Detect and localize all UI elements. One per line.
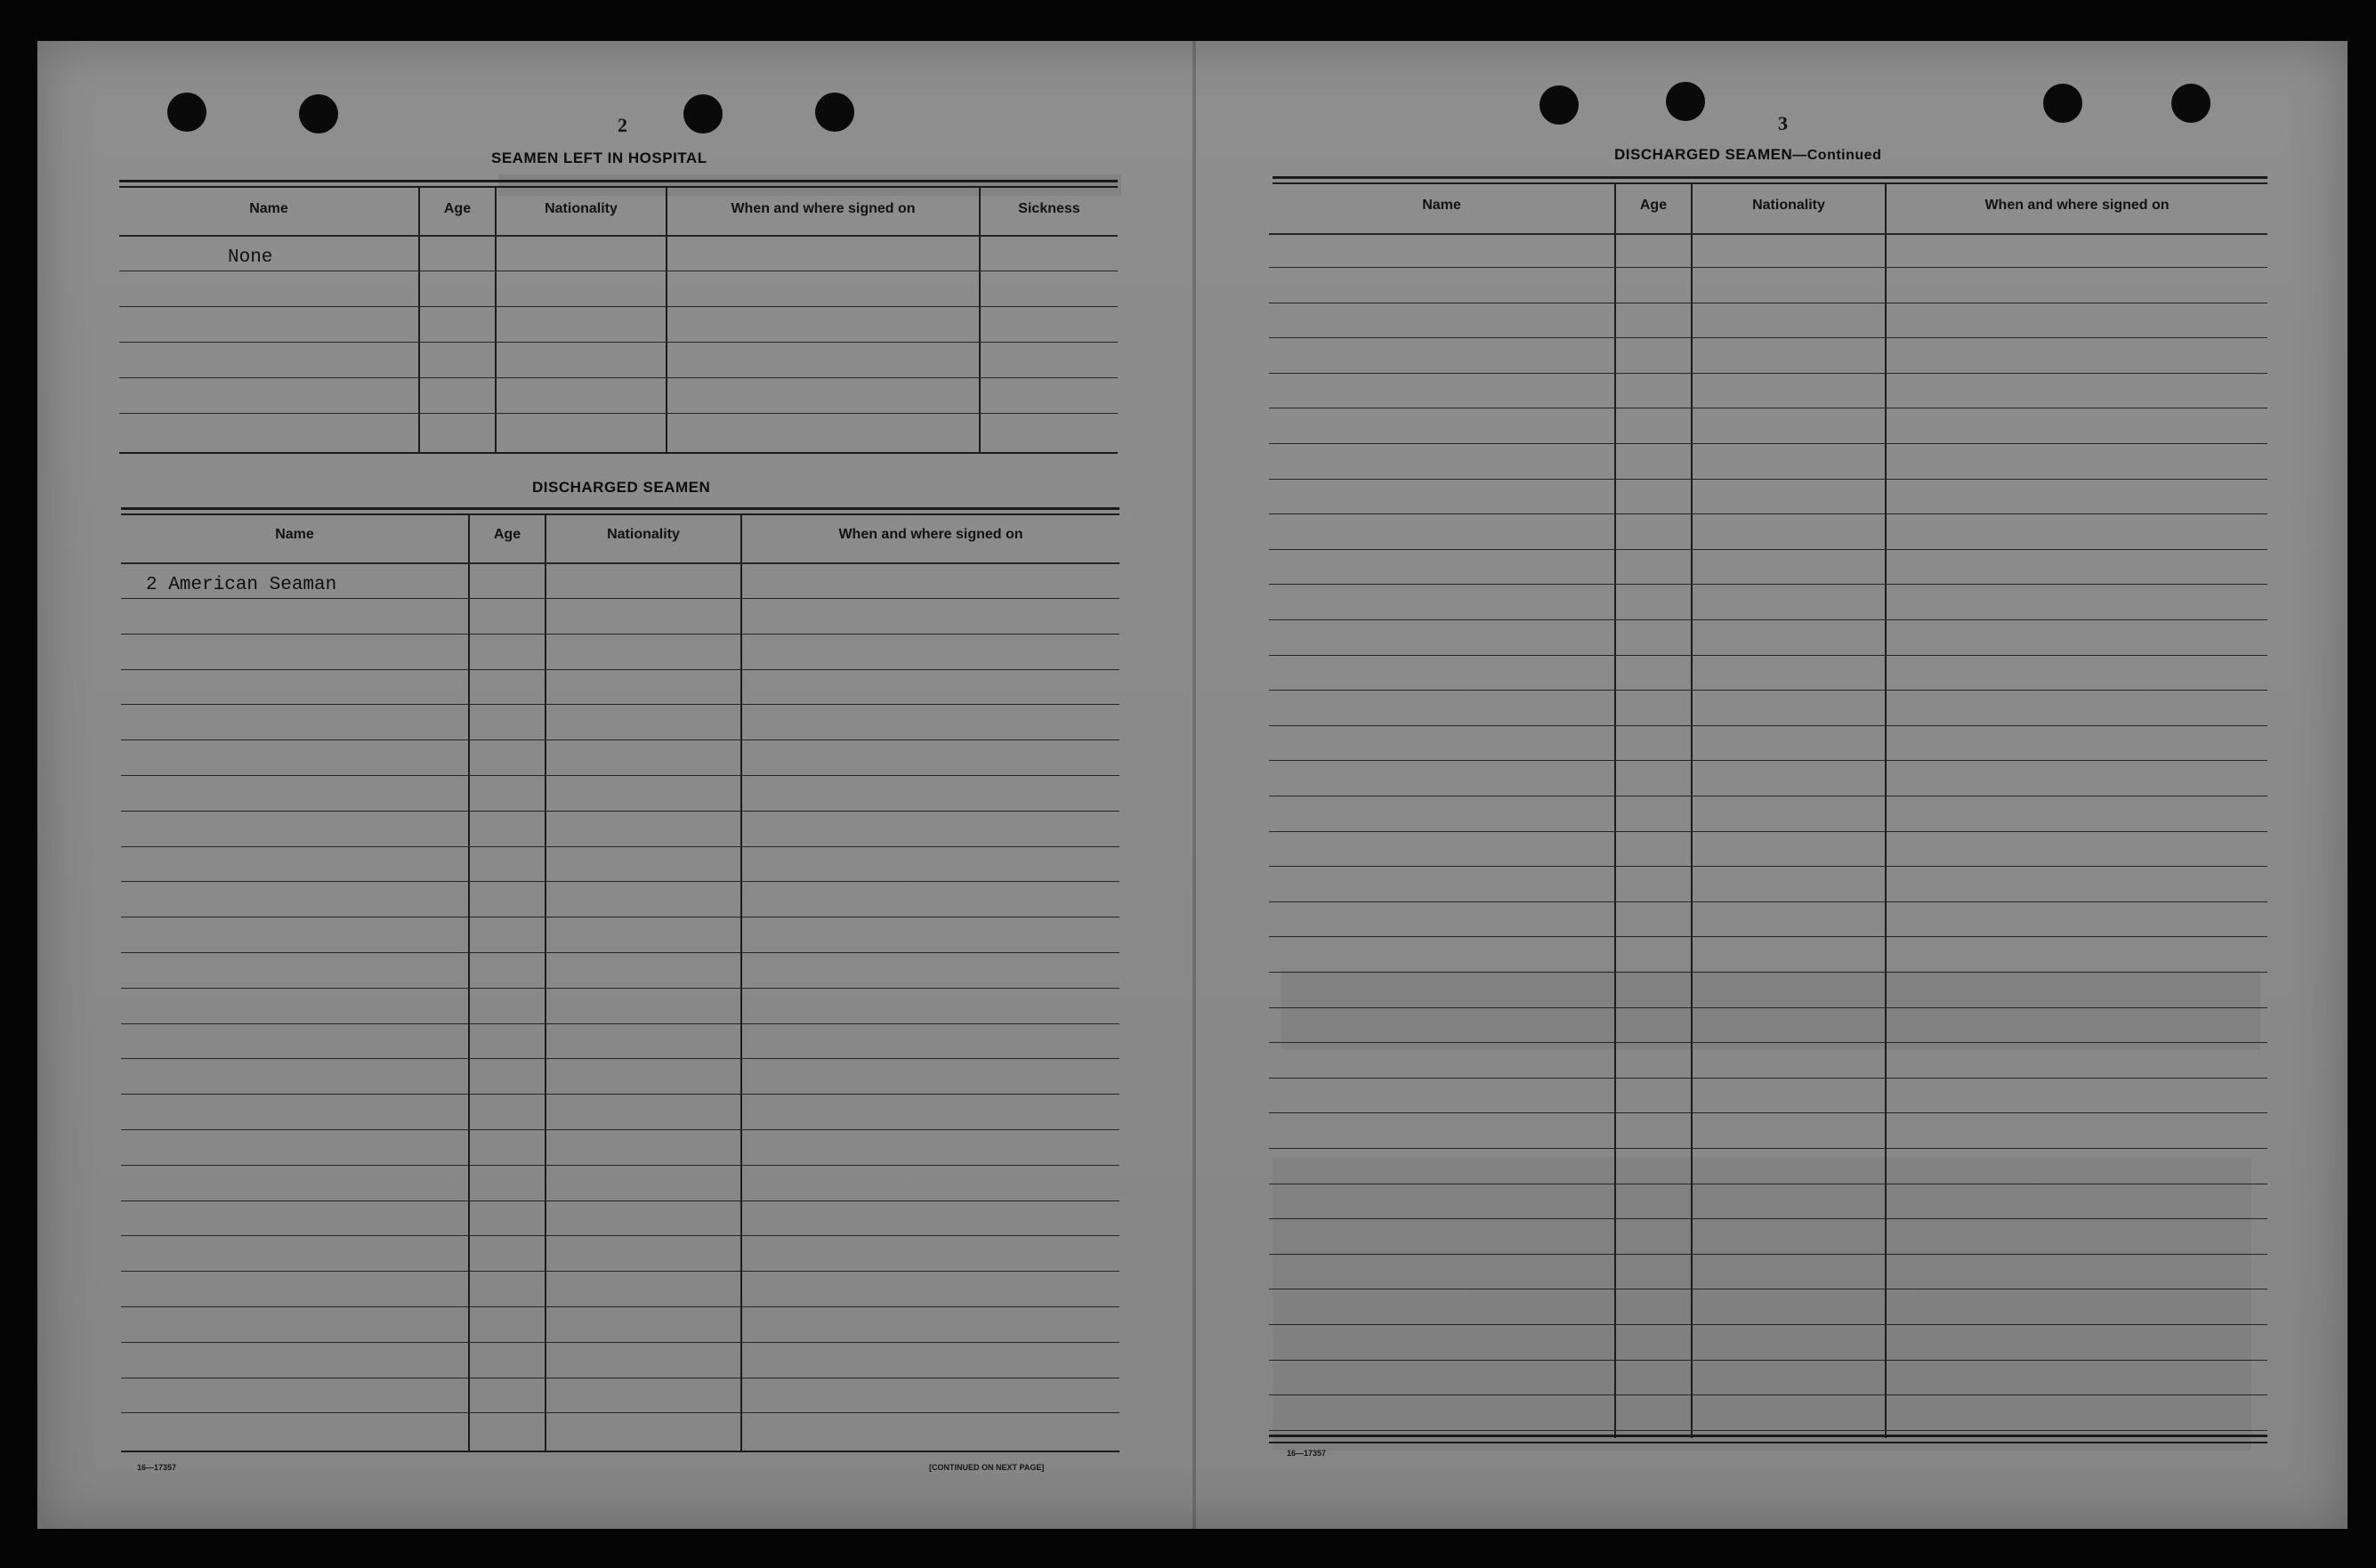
row-rule xyxy=(121,1094,1119,1095)
row-rule xyxy=(1269,1430,2267,1431)
discharged-col-age: Age xyxy=(493,527,521,542)
discharged-section-title: DISCHARGED SEAMEN xyxy=(532,479,711,496)
row-rule xyxy=(1269,1360,2267,1361)
form-number-right: 16—17357 xyxy=(1287,1449,1327,1458)
row-rule xyxy=(121,881,1119,882)
row-rule xyxy=(1269,1218,2267,1219)
row-rule xyxy=(121,704,1119,705)
hospital-bottom-rule xyxy=(119,452,1118,454)
header-rule xyxy=(1269,233,2267,235)
form-number-left: 16—17357 xyxy=(137,1463,177,1472)
row-rule xyxy=(1269,866,2267,867)
hospital-entry: None xyxy=(228,247,273,268)
hospital-header-rule xyxy=(119,235,1118,237)
bleed-through-smudge xyxy=(1281,970,2260,1050)
hospital-top-rule-2 xyxy=(119,186,1118,188)
row-rule xyxy=(1269,1254,2267,1255)
row-rule xyxy=(121,811,1119,812)
discharged-bottom-rule xyxy=(121,1451,1119,1452)
discharged-divider xyxy=(545,514,546,1452)
row-rule xyxy=(121,1306,1119,1307)
hospital-top-rule xyxy=(119,180,1118,182)
row-rule xyxy=(1269,549,2267,550)
row-rule xyxy=(1269,1394,2267,1395)
row-rule xyxy=(1269,443,2267,444)
row-rule xyxy=(121,1023,1119,1024)
discharged-top-rule xyxy=(121,507,1119,510)
punch-hole xyxy=(1540,85,1579,125)
row-rule xyxy=(121,669,1119,670)
hospital-col-age: Age xyxy=(443,201,472,216)
row-rule xyxy=(1269,619,2267,620)
hospital-row-rule xyxy=(119,306,1118,307)
discharged-col-nationality: Nationality xyxy=(607,527,680,542)
row-rule xyxy=(121,775,1119,776)
continued-note: [CONTINUED ON NEXT PAGE] xyxy=(929,1463,1045,1472)
punch-hole xyxy=(1666,82,1705,121)
row-rule xyxy=(1269,513,2267,514)
row-rule xyxy=(121,1165,1119,1166)
right-divider xyxy=(1885,183,1887,1438)
right-col-nationality: Nationality xyxy=(1752,198,1825,213)
discharged-divider xyxy=(740,514,742,1452)
hospital-divider xyxy=(979,187,981,454)
row-rule xyxy=(1269,337,2267,338)
row-rule xyxy=(121,952,1119,953)
row-rule xyxy=(1269,1007,2267,1008)
bleed-through-smudge xyxy=(498,174,1121,196)
discharged-entry: 2 American Seaman xyxy=(146,575,337,595)
row-rule xyxy=(1269,760,2267,761)
hospital-divider xyxy=(495,187,497,454)
page-fold xyxy=(1192,41,1196,1529)
row-rule xyxy=(1269,1112,2267,1113)
row-rule xyxy=(121,1200,1119,1201)
header-rule xyxy=(121,562,1119,564)
discharged-top-rule-2 xyxy=(121,513,1119,515)
row-rule xyxy=(121,1058,1119,1059)
row-rule xyxy=(121,1271,1119,1272)
row-rule xyxy=(121,1412,1119,1413)
discharged-col-name: Name xyxy=(275,527,314,542)
right-col-signed-on: When and where signed on xyxy=(1984,198,2170,213)
discharged-divider xyxy=(468,514,470,1452)
right-col-age: Age xyxy=(1639,198,1668,213)
right-bottom-rule-2 xyxy=(1269,1442,2267,1443)
punch-hole xyxy=(299,94,338,133)
row-rule xyxy=(1269,725,2267,726)
hospital-col-signed-on: When and where signed on xyxy=(731,201,916,216)
hospital-divider xyxy=(666,187,667,454)
punch-hole xyxy=(167,93,206,132)
row-rule xyxy=(1269,373,2267,374)
row-rule xyxy=(121,1342,1119,1343)
row-rule xyxy=(1269,831,2267,832)
row-rule xyxy=(1269,655,2267,656)
row-rule xyxy=(1269,972,2267,973)
hospital-col-sickness: Sickness xyxy=(1018,201,1080,216)
bleed-through-smudge xyxy=(1273,1157,2251,1451)
punch-hole xyxy=(2043,84,2082,123)
hospital-row-rule xyxy=(119,413,1118,414)
right-divider xyxy=(1691,183,1693,1438)
discharged-col-signed-on: When and where signed on xyxy=(838,527,1023,542)
right-section-title-suffix: —Continued xyxy=(1792,148,1882,163)
row-rule xyxy=(121,598,1119,599)
hospital-col-nationality: Nationality xyxy=(545,201,618,216)
row-rule xyxy=(1269,267,2267,268)
hospital-row-rule xyxy=(119,377,1118,378)
punch-hole xyxy=(815,93,854,132)
hospital-row-rule xyxy=(119,342,1118,343)
row-rule xyxy=(1269,584,2267,585)
row-rule xyxy=(1269,690,2267,691)
page-number-right: 3 xyxy=(1778,112,1788,134)
punch-hole xyxy=(2171,84,2210,123)
right-top-rule-2 xyxy=(1273,182,2267,184)
right-bottom-rule xyxy=(1269,1435,2267,1437)
row-rule xyxy=(1269,1042,2267,1043)
row-rule xyxy=(1269,936,2267,937)
right-divider xyxy=(1614,183,1616,1438)
row-rule xyxy=(1269,1324,2267,1325)
row-rule xyxy=(1269,479,2267,480)
page-number-left: 2 xyxy=(618,114,627,136)
hospital-divider xyxy=(418,187,420,454)
row-rule xyxy=(121,846,1119,847)
right-section-title xyxy=(1614,146,1881,164)
right-col-name: Name xyxy=(1422,198,1461,213)
right-top-rule xyxy=(1273,176,2267,179)
row-rule xyxy=(1269,1148,2267,1149)
row-rule xyxy=(121,988,1119,989)
hospital-section-title: SEAMEN LEFT IN HOSPITAL xyxy=(491,150,707,166)
right-section-title-main: DISCHARGED SEAMEN xyxy=(1614,146,1793,163)
row-rule xyxy=(1269,1078,2267,1079)
punch-hole xyxy=(683,94,723,133)
hospital-col-name: Name xyxy=(249,201,288,216)
row-rule xyxy=(121,1129,1119,1130)
row-rule xyxy=(1269,901,2267,902)
row-rule xyxy=(121,1235,1119,1236)
